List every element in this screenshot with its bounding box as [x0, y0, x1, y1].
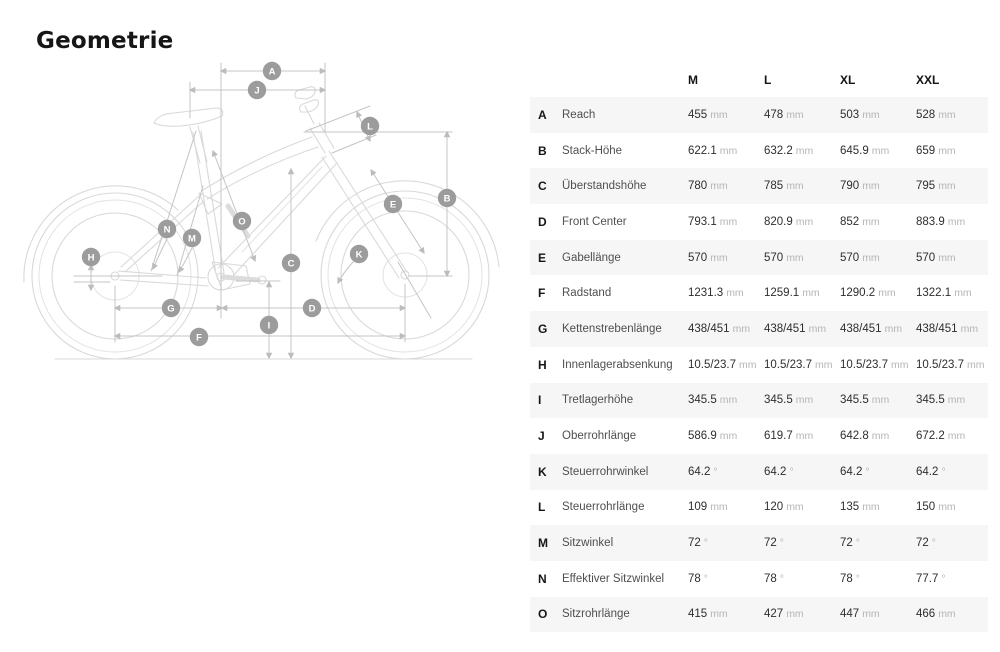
value-cell-m: 345.5 mm — [688, 394, 738, 407]
bike-line-art — [24, 87, 499, 359]
value-cell-l: 345.5 mm — [764, 394, 814, 407]
marker-k — [350, 245, 368, 263]
row-label: Reach — [562, 108, 596, 121]
marker-c — [282, 254, 300, 272]
column-header: XXL — [916, 72, 940, 87]
value-cell-m: 109 mm — [688, 501, 728, 514]
column-header: XL — [840, 72, 856, 87]
value-cell-xxl: 1322.1 mm — [916, 287, 972, 300]
value-cell-m: 793.1 mm — [688, 215, 738, 228]
table-row — [530, 275, 988, 311]
value-cell-xxl: 672.2 mm — [916, 430, 966, 443]
row-letter: L — [538, 500, 546, 515]
value-cell-xl: 78 ° — [840, 572, 860, 585]
value-cell-xl: 64.2 ° — [840, 465, 870, 478]
column-header: M — [688, 72, 698, 87]
table-row — [530, 597, 988, 633]
row-letter: G — [538, 321, 548, 336]
marker-n — [158, 220, 176, 238]
value-cell-xl: 645.9 mm — [840, 144, 890, 157]
row-label: Kettenstrebenlänge — [562, 322, 662, 335]
value-cell-m: 64.2 ° — [688, 465, 718, 478]
marker-l — [361, 117, 379, 135]
table-row — [530, 383, 988, 419]
marker-o — [233, 212, 251, 230]
row-label: Innenlagerabsenkung — [562, 358, 673, 371]
value-cell-xl: 72 ° — [840, 537, 860, 550]
table-row — [530, 311, 988, 347]
svg-text:I: I — [267, 320, 271, 332]
svg-text:A: A — [268, 66, 276, 78]
row-letter: E — [538, 250, 547, 265]
value-cell-l: 438/451 mm — [764, 322, 827, 335]
value-cell-l: 10.5/23.7 mm — [764, 358, 833, 371]
value-cell-l: 1259.1 mm — [764, 287, 820, 300]
marker-e — [384, 195, 402, 213]
value-cell-xxl: 345.5 mm — [916, 394, 966, 407]
value-cell-l: 427 mm — [764, 608, 804, 621]
value-cell-l: 632.2 mm — [764, 144, 814, 157]
svg-text:E: E — [389, 199, 397, 211]
value-cell-xl: 1290.2 mm — [840, 287, 896, 300]
value-cell-xxl: 150 mm — [916, 501, 956, 514]
table-row — [530, 561, 988, 597]
value-cell-l: 785 mm — [764, 180, 804, 193]
value-cell-xxl: 528 mm — [916, 108, 956, 121]
row-letter: C — [538, 179, 547, 194]
marker-g — [162, 299, 180, 317]
value-cell-xl: 135 mm — [840, 501, 880, 514]
value-cell-xxl: 64.2 ° — [916, 465, 946, 478]
row-label: Radstand — [562, 287, 612, 300]
marker-b — [438, 189, 456, 207]
marker-i — [260, 316, 278, 334]
value-cell-xl: 852 mm — [840, 215, 880, 228]
value-cell-m: 1231.3 mm — [688, 287, 744, 300]
marker-a — [263, 62, 281, 80]
value-cell-l: 820.9 mm — [764, 215, 814, 228]
svg-text:H: H — [87, 252, 95, 264]
value-cell-xxl: 795 mm — [916, 180, 956, 193]
value-cell-xxl: 10.5/23.7 mm — [916, 358, 985, 371]
table-body — [530, 97, 988, 632]
row-label: Effektiver Sitzwinkel — [562, 572, 665, 585]
row-label: Steuerrohrlänge — [562, 501, 645, 514]
svg-text:B: B — [443, 193, 451, 205]
column-header: L — [764, 72, 772, 87]
value-cell-m: 622.1 mm — [688, 144, 738, 157]
value-cell-l: 64.2 ° — [764, 465, 794, 478]
value-cell-l: 78 ° — [764, 572, 784, 585]
marker-m — [183, 229, 201, 247]
value-cell-xl: 790 mm — [840, 180, 880, 193]
marker-h — [82, 248, 100, 266]
value-cell-xxl: 72 ° — [916, 537, 936, 550]
table-row — [530, 97, 988, 133]
row-letter: B — [538, 143, 547, 158]
table-row — [530, 454, 988, 490]
svg-text:F: F — [196, 332, 202, 344]
value-cell-l: 120 mm — [764, 501, 804, 514]
table-row — [530, 490, 988, 526]
row-label: Tretlagerhöhe — [562, 394, 634, 407]
table-row — [530, 240, 988, 276]
value-cell-xxl: 570 mm — [916, 251, 956, 264]
page-title: Geometrie — [36, 28, 174, 54]
value-cell-m: 72 ° — [688, 537, 708, 550]
value-cell-xl: 642.8 mm — [840, 430, 890, 443]
table-header-row — [688, 62, 988, 97]
value-cell-m: 78 ° — [688, 572, 708, 585]
value-cell-m: 780 mm — [688, 180, 728, 193]
svg-text:D: D — [308, 303, 316, 315]
marker-d — [303, 299, 321, 317]
marker-j — [248, 81, 266, 99]
row-label: Sitzwinkel — [562, 537, 614, 550]
row-label: Sitzrohrlänge — [562, 608, 630, 621]
row-label: Front Center — [562, 215, 627, 228]
value-cell-l: 619.7 mm — [764, 430, 814, 443]
row-letter: I — [538, 393, 542, 408]
value-cell-m: 438/451 mm — [688, 322, 751, 335]
table-row — [530, 133, 988, 169]
svg-text:M: M — [188, 233, 196, 245]
value-cell-xl: 503 mm — [840, 108, 880, 121]
value-cell-xl: 345.5 mm — [840, 394, 890, 407]
svg-text:K: K — [355, 249, 363, 261]
row-letter: H — [538, 357, 547, 372]
value-cell-m: 415 mm — [688, 608, 728, 621]
value-cell-xxl: 438/451 mm — [916, 322, 979, 335]
value-cell-m: 570 mm — [688, 251, 728, 264]
marker-f — [190, 328, 208, 346]
row-letter: O — [538, 607, 548, 622]
row-letter: N — [538, 571, 547, 586]
svg-text:J: J — [254, 85, 260, 97]
svg-text:O: O — [238, 216, 246, 228]
table-row — [530, 418, 988, 454]
bike-geometry-diagram — [0, 0, 520, 400]
table-row — [530, 168, 988, 204]
row-label: Überstandshöhe — [562, 180, 647, 193]
value-cell-xl: 438/451 mm — [840, 322, 903, 335]
value-cell-xl: 447 mm — [840, 608, 880, 621]
svg-text:L: L — [367, 121, 373, 133]
svg-text:C: C — [287, 258, 295, 270]
value-cell-xl: 10.5/23.7 mm — [840, 358, 909, 371]
value-cell-l: 478 mm — [764, 108, 804, 121]
value-cell-l: 72 ° — [764, 537, 784, 550]
table-row — [530, 204, 988, 240]
row-label: Steuerrohrwinkel — [562, 465, 649, 478]
row-letter: M — [538, 536, 548, 551]
value-cell-m: 586.9 mm — [688, 430, 738, 443]
row-letter: A — [538, 107, 547, 122]
row-label: Oberrohrlänge — [562, 430, 637, 443]
row-letter: J — [538, 429, 545, 444]
value-cell-m: 455 mm — [688, 108, 728, 121]
value-cell-xxl: 77.7 ° — [916, 572, 946, 585]
row-letter: D — [538, 214, 547, 229]
value-cell-xxl: 883.9 mm — [916, 215, 966, 228]
value-cell-xl: 570 mm — [840, 251, 880, 264]
table-row — [530, 525, 988, 561]
svg-text:G: G — [167, 303, 175, 315]
row-label: Gabellänge — [562, 251, 621, 264]
value-cell-l: 570 mm — [764, 251, 804, 264]
value-cell-xxl: 659 mm — [916, 144, 956, 157]
row-letter: F — [538, 286, 546, 301]
row-label: Stack-Höhe — [562, 144, 623, 157]
svg-text:N: N — [163, 224, 171, 236]
value-cell-m: 10.5/23.7 mm — [688, 358, 757, 371]
value-cell-xxl: 466 mm — [916, 608, 956, 621]
geometry-table — [530, 62, 988, 632]
table-row — [530, 347, 988, 383]
row-letter: K — [538, 464, 547, 479]
